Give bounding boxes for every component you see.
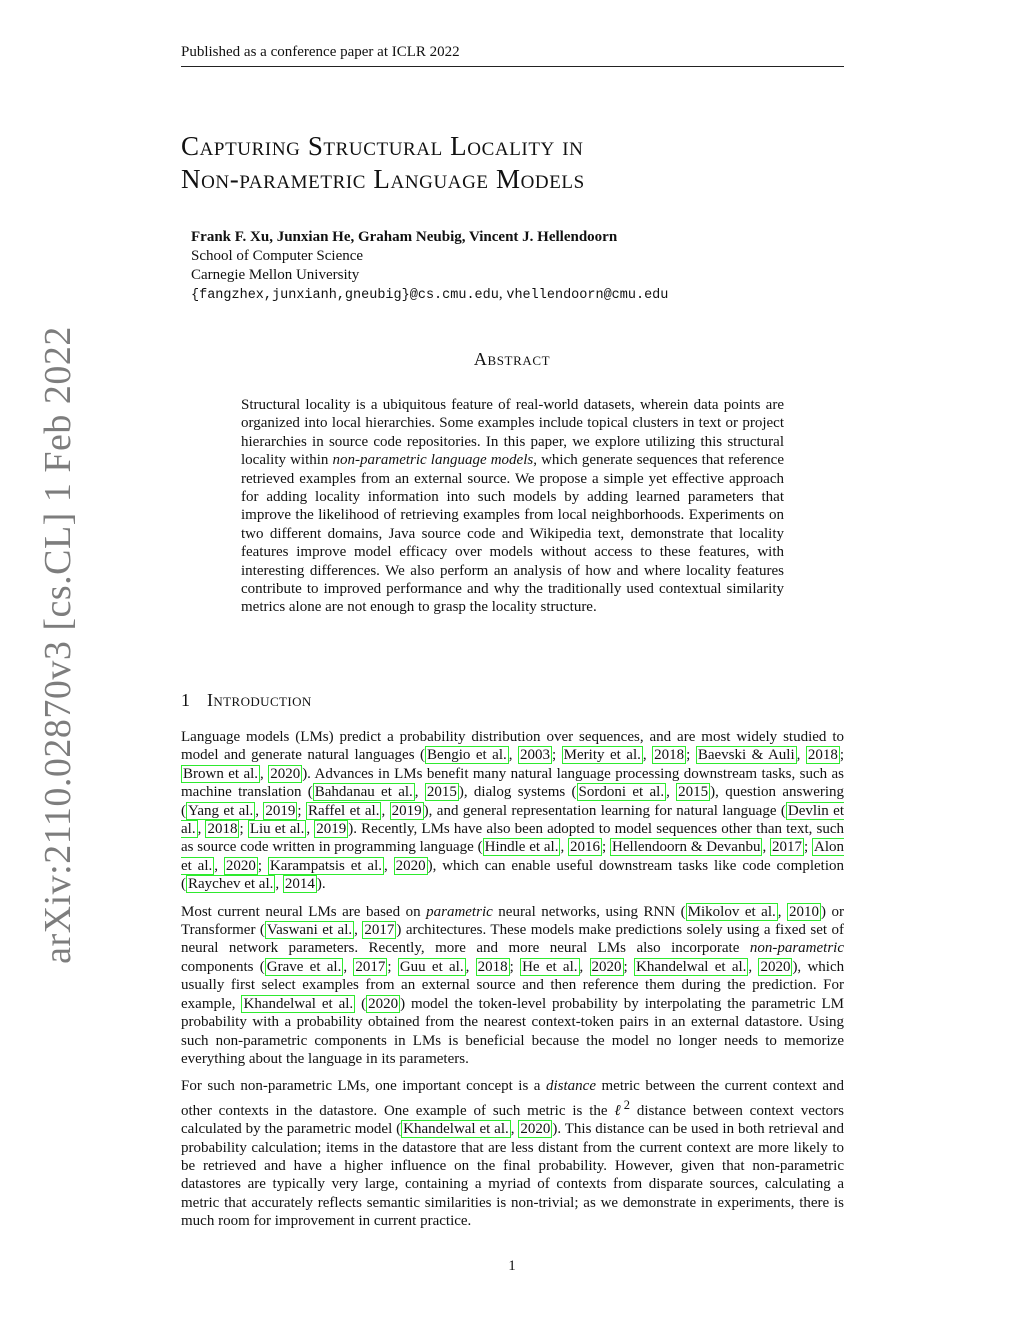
citation-link[interactable]: 2018 xyxy=(807,747,838,764)
abstract-text: Structural locality is a ubiquitous feature of real-world datasets, wherein data points are organized into local hierarchies. Some examples include topical clusters in text or project hierarchies in source code repositories. In this paper, we explore utilizing this structural locality within xyxy=(241,397,784,469)
citation-link[interactable]: 2018 xyxy=(477,958,508,975)
citation-link[interactable]: 2020 xyxy=(270,765,301,782)
citation-link[interactable]: Bengio et al. xyxy=(427,747,507,764)
paper-title xyxy=(181,130,585,196)
citation-link[interactable]: 2018 xyxy=(207,821,238,838)
citation-link[interactable]: 2020 xyxy=(395,857,426,874)
citation-link[interactable]: Guu et al. xyxy=(399,958,464,975)
citation-link[interactable]: 2015 xyxy=(678,784,709,801)
email-hellendoorn: vhellendoorn@cmu.edu xyxy=(506,288,669,303)
abstract-emphasis: non-parametric language models xyxy=(332,452,534,469)
citation-link[interactable]: Raychev et al. xyxy=(188,876,274,893)
citation-link[interactable]: 2020 xyxy=(760,958,791,975)
citation-link[interactable]: 2017 xyxy=(364,922,395,939)
paragraph: Language models (LMs) predict a probability distribution over sequences, and are most widely studied to model and generate natural languages ( Bengio et al. , 2003 ; Merity et al. , 2018 ; Baevski & Auli , 2018 ; Brown et al. , 2020 ). Advances in LMs benefit many natural language processing downstream tasks, such as machine translation ( Bahdanau et al. , 2015 ), dialog systems ( Sordoni et al. , 2015 ), question answering ( Yang et al. , 2019 ; Raffel et al. , 2019 ), and general representation learning for natural language ( Devlin et al. , 2018 ; Liu et al. , 2019 ). Recently, LMs have also been adopted to model sequences other than text, such as source code written in programming language ( Hindle et al. , 2016 ; Hellendoorn & Devanbu , 2017 ; Alon et al. , 2020 ; Karampatsis et al. , 2020 ), which can enable useful downstream tasks like code completion ( Raychev et al. , 2014 ). xyxy=(181,729,845,893)
citation-link[interactable]: Devlin et al. xyxy=(181,802,844,838)
running-header: Published as a conference paper at ICLR 2022 xyxy=(181,44,844,67)
citation-link[interactable]: 2020 xyxy=(368,995,399,1012)
citation-link[interactable]: 2018 xyxy=(654,747,685,764)
citation-link[interactable]: Hindle et al. xyxy=(484,839,559,856)
section-heading xyxy=(181,690,312,711)
citation-link[interactable]: Grave et al. xyxy=(266,958,342,975)
author-emails xyxy=(191,285,668,305)
citation-link[interactable]: Baevski & Auli xyxy=(697,747,795,764)
citation-link[interactable]: He et al. xyxy=(522,958,578,975)
citation-link[interactable]: Karampatsis et al. xyxy=(269,857,383,874)
citation-link[interactable]: Hellendoorn & Devanbu xyxy=(612,839,761,856)
citation-link[interactable]: Liu et al. xyxy=(249,821,305,838)
page-number: 1 xyxy=(508,1258,516,1274)
citation-link[interactable]: Khandelwal et al. xyxy=(635,958,747,975)
citation-link[interactable]: 2017 xyxy=(355,958,386,975)
section-number: 1 xyxy=(181,690,191,710)
title-line-2: Non-parametric Language Models xyxy=(181,164,585,194)
citation-link[interactable]: Raffel et al. xyxy=(308,802,380,819)
email-separator: , xyxy=(498,286,507,302)
title-line-1: Capturing Structural Locality in xyxy=(181,131,584,161)
email-group: {fangzhex,junxianh,gneubig}@cs.cmu.edu xyxy=(191,288,499,303)
author-names: Frank F. Xu, Junxian He, Graham Neubig, Vincent J. Hellendoorn xyxy=(191,229,618,245)
abstract-heading: Abstract xyxy=(473,349,551,369)
author-block xyxy=(191,228,668,305)
paragraph: For such non-parametric LMs, one important concept is a distance metric between the current context and other contexts in the datastore. One example of such metric is the ℓ$^2$ distance between context vectors calculated by the parametric model ( Khandelwal et al. , 2020 ). This distance can be used in both retrieval and probability calculation; items in the datastore that are less distant from the current context are more likely to be retrieved and have a higher influence on the final probability. However, given that non-parametric datastores are typically very large, containing a myriad of contexts from disparate sources, calculating a metric that accurately reflects semantic similarities is non-trivial; as we demonstrate in experiments, there is much room for improvement in current practice. xyxy=(181,1078,845,1230)
citation-link[interactable]: 2019 xyxy=(265,802,296,819)
affiliation-university: Carnegie Mellon University xyxy=(191,267,360,283)
citation-link[interactable]: Sordoni et al. xyxy=(578,784,665,801)
abstract-body xyxy=(241,396,784,617)
citation-link[interactable]: 2017 xyxy=(772,839,803,856)
paragraph: Most current neural LMs are based on parametric neural networks, using RNN ( Mikolov et al. , 2010 ) or Transformer ( Vaswani et al. , 2017 ) architectures. These models make predictions solely using a fixed set of neural network parameters. Recently, more and more neural LMs also incorporate non-parametric components ( Grave et al. , 2017 ; Guu et al. , 2018 ; He et al. , 2020 ; Khandelwal et al. , 2020 ), which usually first select examples from an external source and then reference them during the prediction. For example, Khandelwal et al. ( 2020 ) model the token-level probability by interpolating the parametric LM probability with a probability obtained from the nearest context-token pairs in an external datastore. Using such non-parametric components in LMs is beneficial because the model no longer needs to memorize everything about the language in its parameters. xyxy=(181,903,845,1067)
citation-link[interactable]: 2015 xyxy=(426,784,457,801)
citation-link[interactable]: Mikolov et al. xyxy=(687,903,776,920)
citation-link[interactable]: 2016 xyxy=(570,839,601,856)
citation-link[interactable]: Bahdanau et al. xyxy=(314,784,413,801)
citation-link[interactable]: Brown et al. xyxy=(183,765,259,782)
citation-link[interactable]: Khandelwal et al. xyxy=(403,1121,509,1138)
abstract-text: , which generate sequences that reference retrieved examples from an external source. We propose a simple yet effective approach for adding locality information into such models by adding learned parameters that improve the likelihood of retrieving examples from local neighborhoods. Experiments on two different domains, Java source code and Wikipedia text, demonstrate that locality features improve model efficacy over models without access to these features, with interesting differences. We also perform an analysis of how and where locality features contribute to improved performance and why the traditionally used contextual similarity metrics alone are not enough to grasp the locality structure. xyxy=(241,452,784,616)
citation-link[interactable]: Merity et al. xyxy=(563,747,641,764)
section-title: Introduction xyxy=(207,690,312,710)
citation-link[interactable]: Khandelwal et al. xyxy=(243,995,354,1012)
citation-link[interactable]: 2019 xyxy=(391,802,422,819)
introduction-body xyxy=(181,728,844,1240)
affiliation-school: School of Computer Science xyxy=(191,248,364,264)
citation-link[interactable]: 2020 xyxy=(225,857,256,874)
citation-link[interactable]: 2020 xyxy=(520,1121,551,1138)
citation-link[interactable]: 2020 xyxy=(591,958,622,975)
citation-link[interactable]: 2019 xyxy=(316,821,347,838)
citation-link[interactable]: 2014 xyxy=(284,876,315,893)
citation-link[interactable]: Alon et al. xyxy=(181,839,845,874)
citation-link[interactable]: Vaswani et al. xyxy=(266,922,353,939)
citation-link[interactable]: 2003 xyxy=(520,747,550,764)
arxiv-identifier: arXiv:2110.02870v3 [cs.CL] 1 Feb 2022 xyxy=(37,326,79,964)
citation-link[interactable]: Yang et al. xyxy=(188,802,254,819)
citation-link[interactable]: 2010 xyxy=(789,903,819,920)
